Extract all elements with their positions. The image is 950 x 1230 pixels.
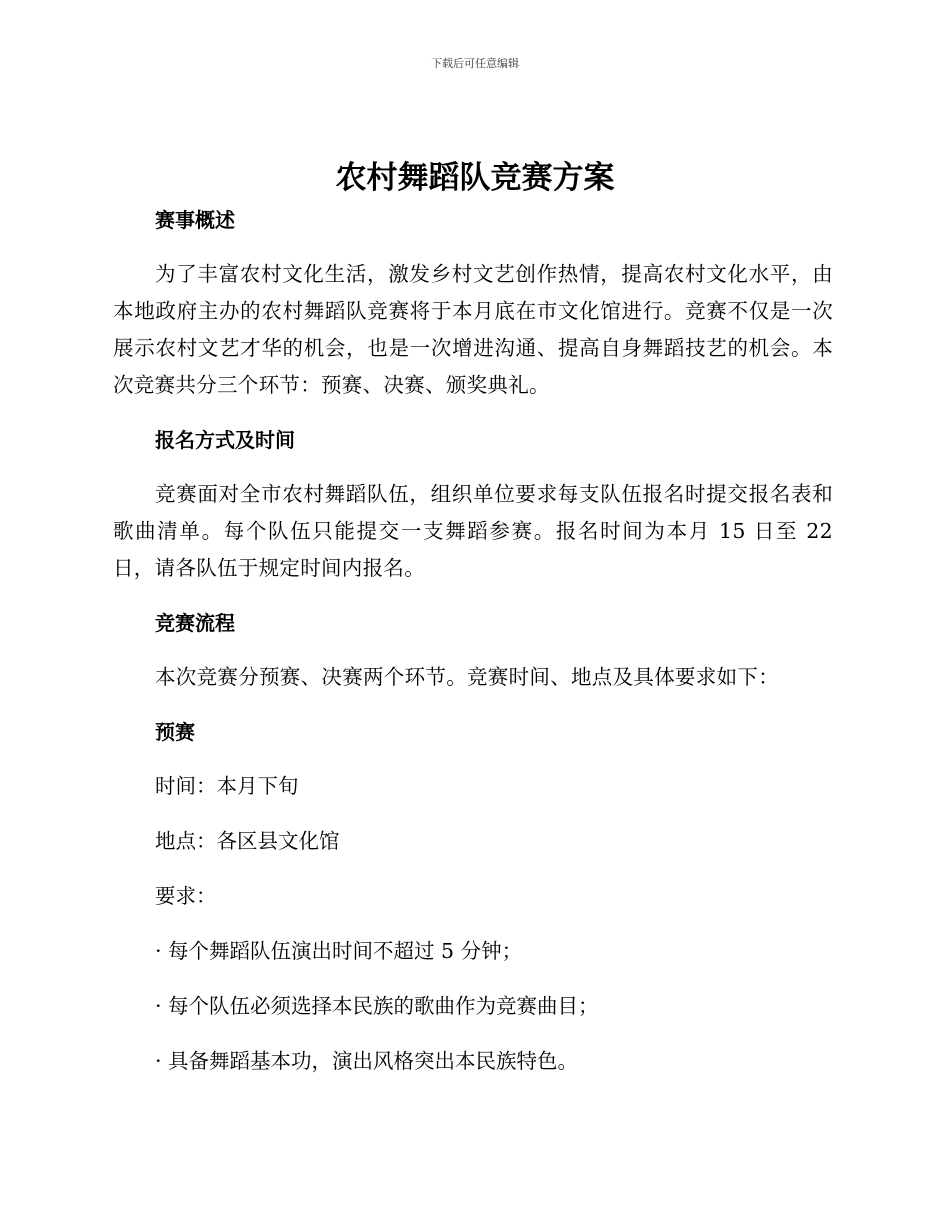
- requirement-item: · 每个队伍必须选择本民族的歌曲作为竞赛曲目；: [155, 994, 599, 1018]
- document-title: 农村舞蹈队竞赛方案: [335, 160, 615, 196]
- preliminary-location: 地点：各区县文化馆: [155, 829, 340, 853]
- paragraph-registration: 竞赛面对全市农村舞蹈队伍，组织单位要求每支队伍报名时提交报名表和歌曲清单。每个队伍只能提交一支舞蹈参赛。报名时间为本月 15 日至 22 日，请各队伍于规定时间内报名。: [113, 482, 833, 580]
- paragraph-overview: 为了丰富农村文化生活，激发乡村文艺创作热情，提高农村文化水平，由本地政府主办的农村舞蹈队竞赛将于本月底在市文化馆进行。竞赛不仅是一次展示农村文艺才华的机会，也是一次增进沟通、提高自身舞蹈技艺的机会。本次竞赛共分三个环节：预赛、决赛、颁奖典礼。: [113, 262, 833, 397]
- heading-preliminary: 预赛: [155, 720, 195, 744]
- preliminary-time: 时间：本月下旬: [155, 774, 299, 798]
- requirement-item: · 每个舞蹈队伍演出时间不超过 5 分钟；: [155, 939, 523, 963]
- requirement-item: · 具备舞蹈基本功，演出风格突出本民族特色。: [155, 1049, 579, 1073]
- paragraph-process: 本次竞赛分预赛、决赛两个环节。竞赛时间、地点及具体要求如下：: [155, 665, 779, 689]
- header-note: 下载后可任意编辑: [431, 57, 519, 70]
- preliminary-requirements-label: 要求：: [155, 884, 217, 908]
- document-body: [113, 202, 833, 1098]
- heading-registration: 报名方式及时间: [155, 428, 295, 452]
- heading-process: 竞赛流程: [155, 611, 235, 635]
- heading-overview: 赛事概述: [155, 208, 235, 232]
